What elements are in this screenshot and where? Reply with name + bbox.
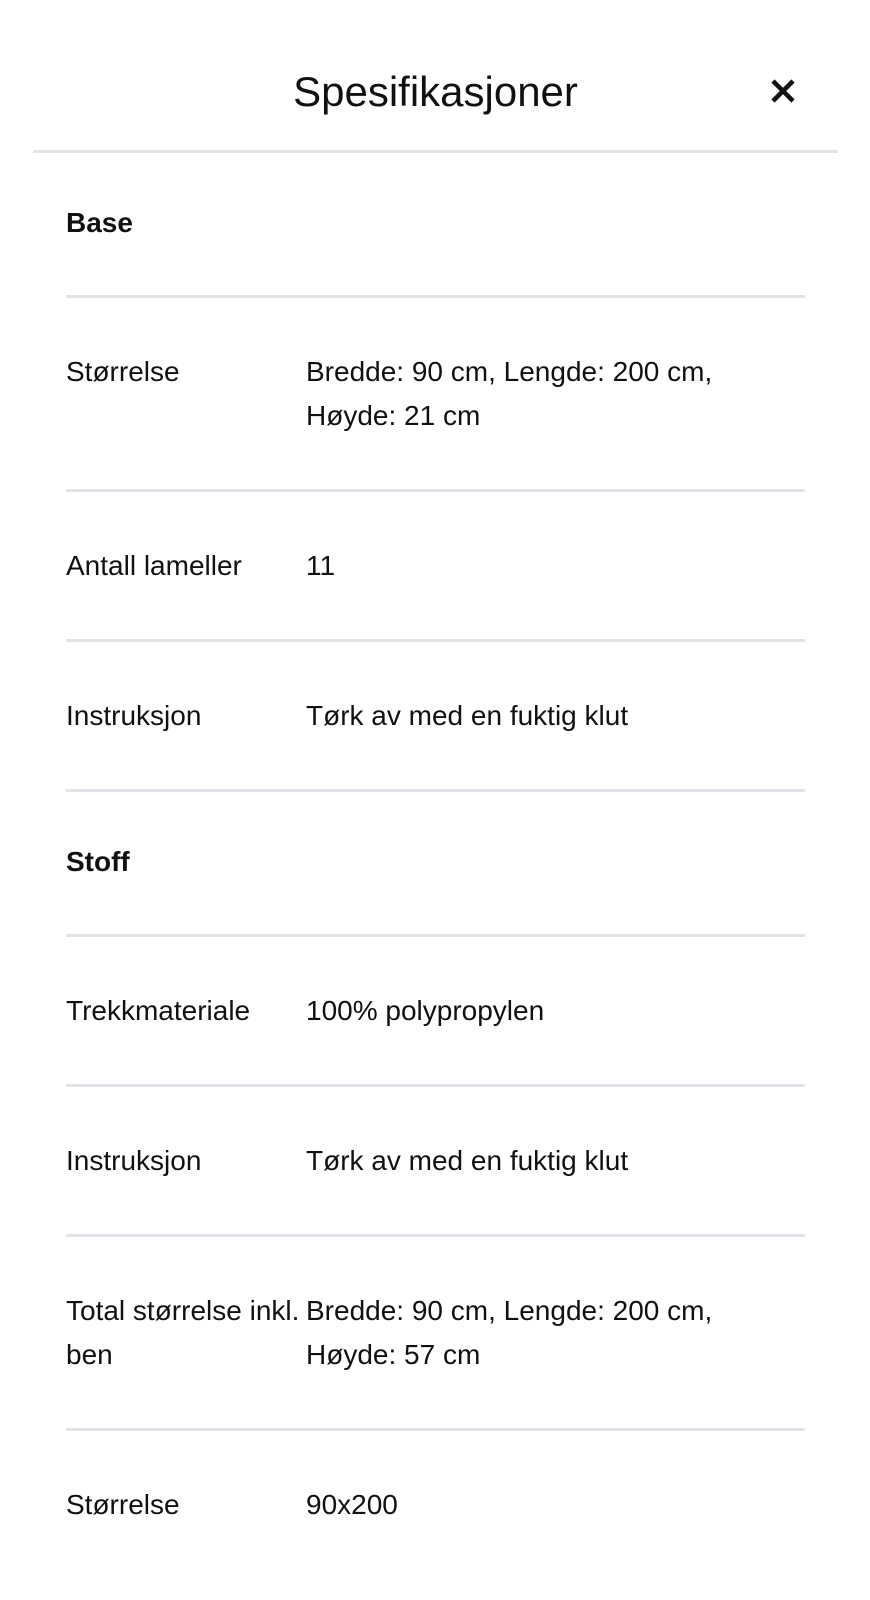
section-heading-base — [66, 153, 805, 298]
spec-label: Størrelse — [66, 1489, 180, 1520]
spec-value: Bredde: 90 cm, Lengde: 200 cm, Høyde: 57 cm — [306, 1295, 713, 1370]
spec-row — [66, 1237, 805, 1431]
spec-value: Tørk av med en fuktig klut — [306, 700, 629, 731]
spec-row — [66, 1431, 805, 1578]
spec-value: 11 — [306, 550, 336, 581]
spec-value: 90x200 — [306, 1489, 398, 1520]
spec-list — [66, 153, 805, 1578]
spec-value: 100% polypropylen — [306, 995, 545, 1026]
spec-row — [66, 937, 805, 1087]
spec-row — [66, 492, 805, 642]
section-heading-stoff — [66, 792, 805, 937]
close-button[interactable] — [768, 76, 798, 106]
close-icon — [768, 76, 798, 106]
section-title: Base — [66, 207, 133, 238]
spec-label: Total størrelse inkl. ben — [66, 1295, 300, 1370]
section-title: Stoff — [66, 846, 130, 877]
spec-row — [66, 1087, 805, 1237]
spec-label: Instruksjon — [66, 700, 202, 731]
spec-row — [66, 642, 805, 792]
modal-header — [33, 0, 838, 153]
spec-label: Størrelse — [66, 356, 180, 387]
spec-label: Instruksjon — [66, 1145, 202, 1176]
spec-value: Tørk av med en fuktig klut — [306, 1145, 629, 1176]
spec-label: Antall lameller — [66, 550, 242, 581]
modal-title: Spesifikasjoner — [293, 68, 578, 115]
spec-value: Bredde: 90 cm, Lengde: 200 cm, Høyde: 21 cm — [306, 356, 713, 431]
spec-label: Trekkmateriale — [66, 995, 251, 1026]
spec-row — [66, 298, 805, 492]
